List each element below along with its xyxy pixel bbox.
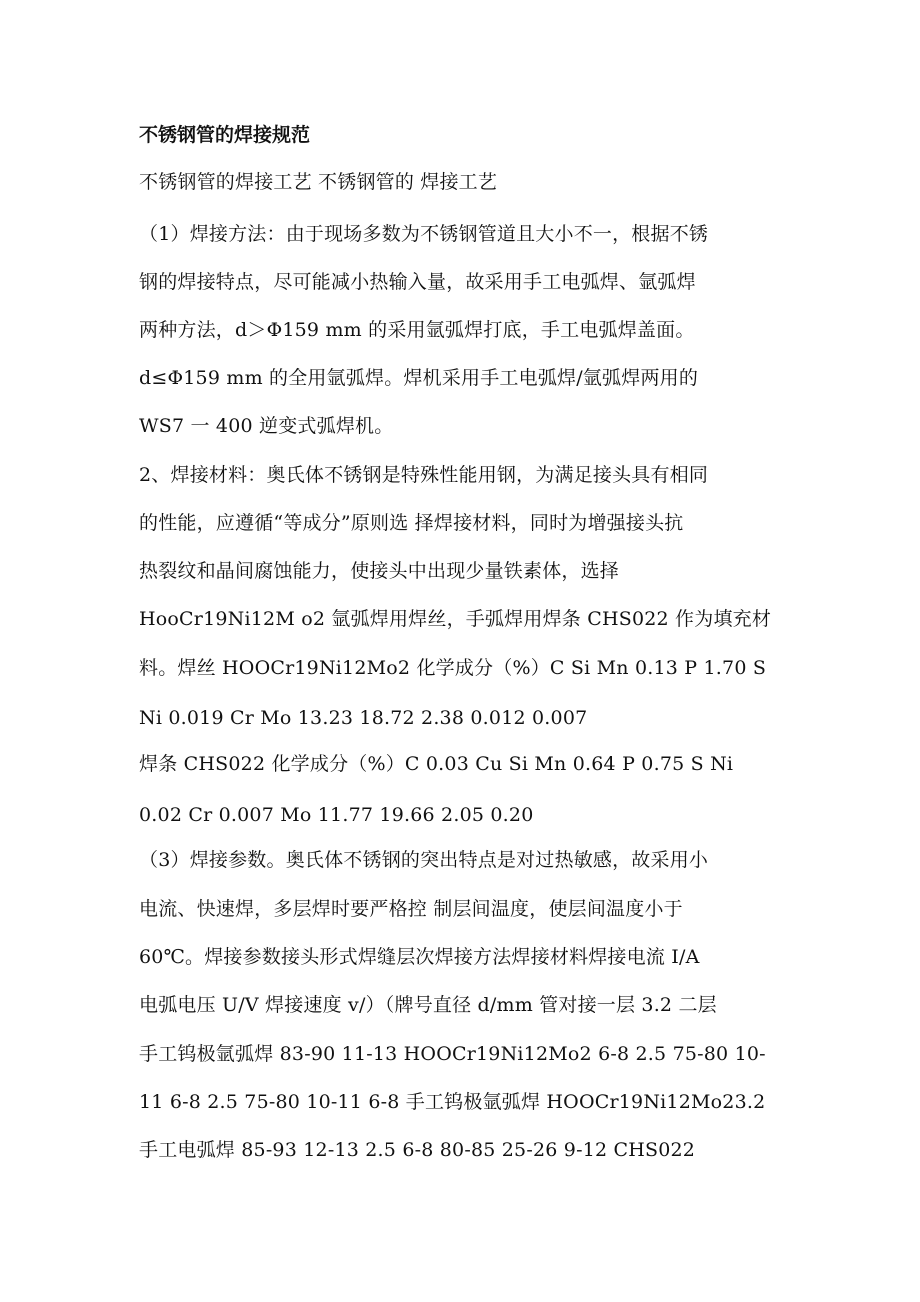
body-line: 焊条 CHS022 化学成分（%）C 0.03 Cu Si Mn 0.64 P 0.75 S Ni [139,753,734,775]
body-line: 2、焊接材料：奥氏体不锈钢是特殊性能用钢，为满足接头具有相同 [139,464,709,486]
body-line: 两种方法，d＞Φ159 mm 的采用氩弧焊打底，手工电弧焊盖面。 [139,319,695,341]
body-line: （3）焊接参数。奥氏体不锈钢的突出特点是对过热敏感，故采用小 [139,849,709,871]
document-title: 不锈钢管的焊接规范 [139,124,311,146]
body-line: 11 6-8 2.5 75-80 10-11 6-8 手工钨极氩弧焊 HOOCr19Ni12Mo23.2 [139,1091,766,1113]
body-line: 手工电弧焊 85-93 12-13 2.5 6-8 80-85 25-26 9-12 CHS022 [139,1139,696,1161]
body-line: 电流、快速焊，多层焊时要严格控 制层间温度，使层间温度小于 [139,898,683,920]
body-line: 不锈钢管的焊接工艺 不锈钢管的 焊接工艺 [139,171,498,193]
body-line: d≤Φ159 mm 的全用氩弧焊。焊机采用手工电弧焊/氩弧焊两用的 [139,367,699,389]
body-line: WS7 一 400 逆变式弧焊机。 [139,415,394,437]
body-line: HooCr19Ni12M o2 氩弧焊用焊丝，手弧焊用焊条 CHS022 作为填充材 [139,608,772,630]
body-line: 60℃。焊接参数接头形式焊缝层次焊接方法焊接材料焊接电流 I/A [139,946,700,968]
body-line: 料。焊丝 HOOCr19Ni12Mo2 化学成分（%）C Si Mn 0.13 P 1.70 S [139,657,767,679]
body-line: （1）焊接方法：由于现场多数为不锈钢管道且大小不一，根据不锈 [139,223,709,245]
body-line: 的性能，应遵循“等成分”原则选 择焊接材料，同时为增强接头抗 [139,512,684,534]
body-line: 钢的焊接特点，尽可能减小热输入量，故采用手工电弧焊、氩弧焊 [139,271,696,293]
body-line: Ni 0.019 Cr Mo 13.23 18.72 2.38 0.012 0.007 [139,707,588,729]
body-line: 手工钨极氩弧焊 83-90 11-13 HOOCr19Ni12Mo2 6-8 2.5 75-80 10- [139,1043,766,1065]
body-line: 电弧电压 U/V 焊接速度 v/）（牌号直径 d/mm 管对接一层 3.2 二层 [139,994,717,1016]
body-line: 热裂纹和晶间腐蚀能力，使接头中出现少量铁素体，选择 [139,560,620,582]
body-line: 0.02 Cr 0.007 Mo 11.77 19.66 2.05 0.20 [139,804,534,826]
